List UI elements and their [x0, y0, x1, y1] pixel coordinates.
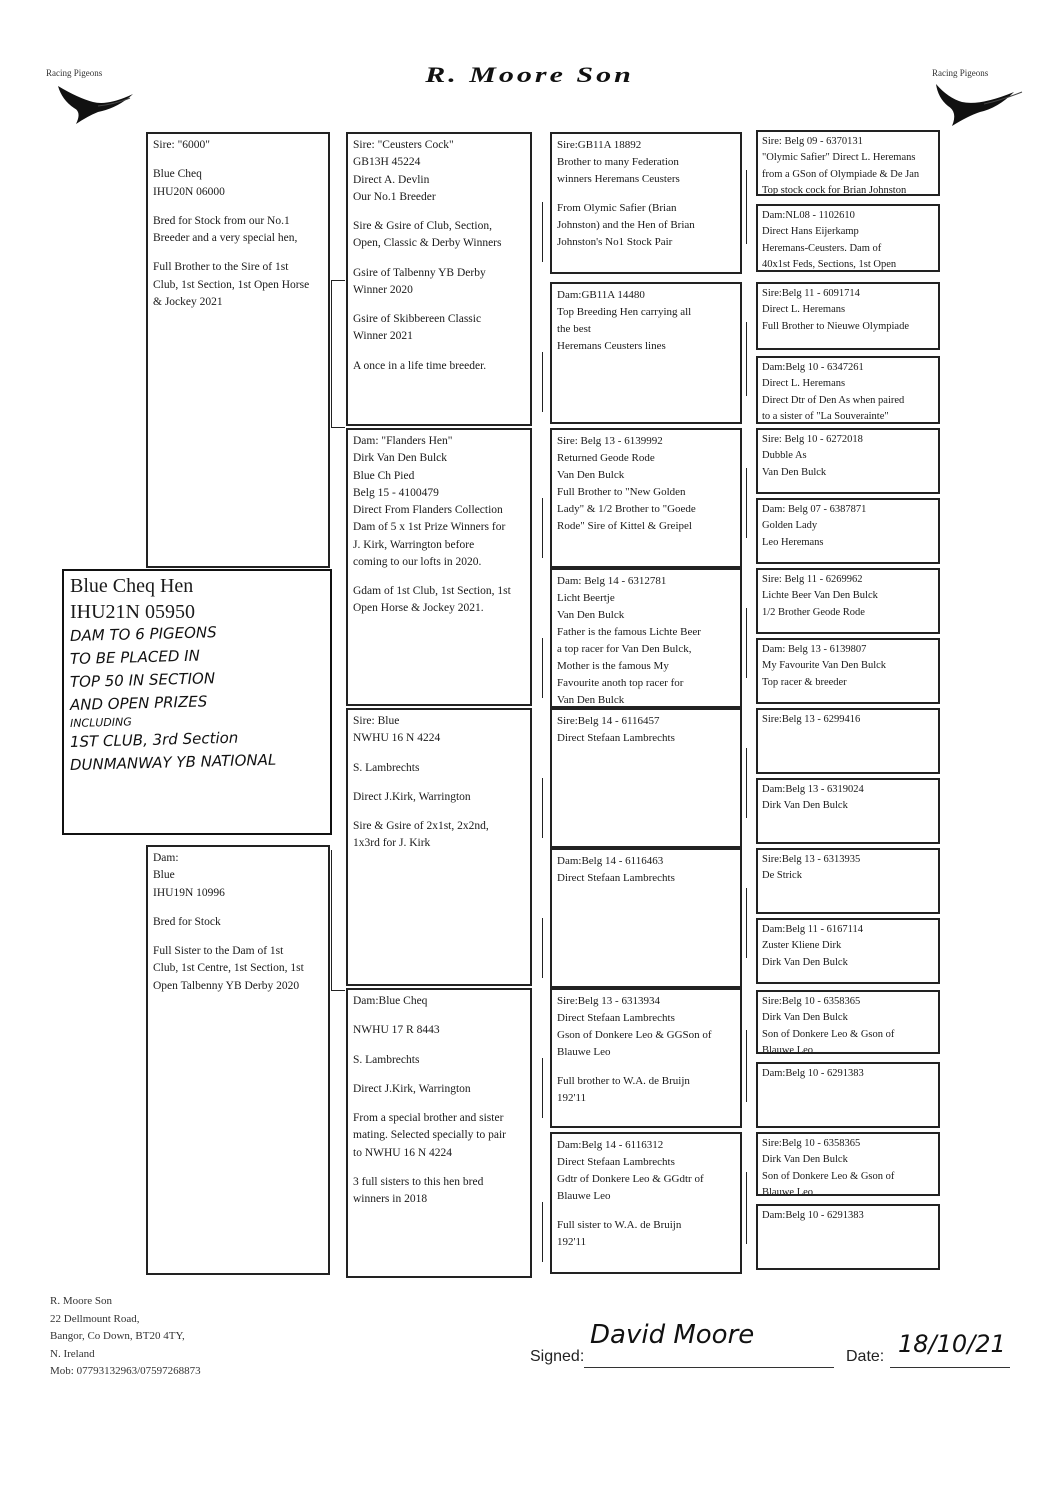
pedigree-line: Sire:GB11A 18892	[557, 139, 642, 151]
pedigree-line: Sire & Gsire of Club, Section,	[353, 220, 492, 232]
signed-label: Signed:	[530, 1348, 585, 1365]
signature-line	[584, 1367, 834, 1368]
pedigree-line: Open Talbenny YB Derby 2020	[153, 979, 300, 992]
spacer	[153, 902, 323, 914]
pedigree-line: winners in 2018	[353, 1193, 428, 1205]
pedigree-line: a top racer for Van Den Bulck,	[557, 643, 692, 656]
dam-box	[146, 845, 330, 1275]
pedigree-line: Sire:Belg 10 - 6358365	[762, 1138, 861, 1149]
pedigree-line: Sire:Belg 13 - 6313935	[762, 854, 861, 865]
pedigree-line: Full Sister to the Dam of 1st	[153, 945, 284, 957]
connector-gen4	[746, 170, 747, 244]
connector-sire-tick-top	[331, 280, 345, 281]
connector-gen3	[542, 778, 543, 838]
pedigree-line: Top stock cock for Brian Johnston	[762, 184, 907, 196]
pedigree-line: Gson of Donkere Leo & GGSon of	[557, 1029, 712, 1042]
connector-gen3	[542, 638, 543, 698]
spacer	[353, 777, 525, 789]
pedigree-line: Gdtr of Donkere Leo & GGdtr of	[557, 1173, 704, 1186]
pedigree-line: Bred for Stock from our No.1	[153, 214, 290, 227]
spacer	[353, 1098, 525, 1110]
pedigree-line: Mother is the famous My	[557, 660, 669, 673]
pedigree-line: Son of Donkere Leo & Gson of	[762, 1170, 895, 1182]
logo-left-text: Racing Pigeons	[46, 68, 103, 78]
pedigree-line: NWHU 17 R 8443	[353, 1024, 440, 1037]
pedigree-line: Top Breeding Hen carrying all	[557, 306, 692, 319]
pedigree-line: Full Brother to the Sire of 1st	[153, 261, 289, 274]
pedigree-line: Open, Classic & Derby Winners	[353, 237, 502, 250]
pedigree-line: Direct Dtr of Den As when paired	[762, 394, 905, 406]
pedigree-line: Sire & Gsire of 2x1st, 2x2nd,	[353, 820, 489, 832]
spacer	[153, 247, 323, 259]
pedigree-line: Direct Stefaan Lambrechts	[557, 732, 675, 745]
handwritten-note-2: TO BE PLACED IN	[69, 646, 201, 668]
gen3-box-7	[550, 988, 742, 1128]
spacer	[353, 1010, 525, 1022]
pedigree-line: Dirk Van Den Bulck	[762, 956, 848, 968]
pedigree-line: Favourite anoth top racer for	[557, 677, 684, 690]
pedigree-line: IHU20N 06000	[153, 185, 225, 198]
pedigree-line: Dirk Van Den Bulck	[762, 1012, 848, 1024]
connector-gen4	[746, 468, 747, 538]
pedigree-line: Zuster Kliene Dirk	[762, 940, 842, 952]
pedigree-line: Club, 1st Centre, 1st Section, 1st	[153, 962, 304, 975]
gen3-box-1	[550, 132, 742, 274]
connector-gen4	[746, 608, 747, 678]
connector-gen3	[542, 1202, 543, 1262]
pedigree-line: Dam:Belg 13 - 6319024	[762, 784, 864, 795]
gen4-box-6	[756, 498, 940, 564]
pedigree-line: Sire: "Ceusters Cock"	[353, 139, 454, 151]
spacer	[353, 299, 525, 311]
pigeon-logo-left	[38, 62, 158, 132]
handwritten-note-1: DAM TO 6 PIGEONS	[69, 623, 217, 645]
pedigree-line: Sire: Belg 09 - 6370131	[762, 136, 863, 147]
spacer	[353, 571, 525, 583]
pedigree-line: 1/2 Brother Geode Rode	[762, 606, 865, 618]
pedigree-line: Winner 2021	[353, 330, 413, 343]
pedigree-line: 3 full sisters to this hen bred	[353, 1175, 484, 1188]
pedigree-line: Lady" & 1/2 Brother to "Goede	[557, 503, 696, 516]
pedigree-line: A once in a life time breeder.	[353, 359, 487, 372]
pedigree-line: 192'11	[557, 1092, 587, 1105]
pedigree-line: Lichte Beer Van Den Bulck	[762, 590, 878, 602]
pedigree-line: Dam: Belg 13 - 6139807	[762, 644, 867, 655]
handwritten-note-5: INCLUDING	[69, 715, 132, 730]
pedigree-line: Sire:Belg 13 - 6313934	[557, 995, 660, 1007]
pedigree-line: Father is the famous Lichte Beer	[557, 626, 701, 639]
pedigree-line: Heremans Ceusters lines	[557, 340, 666, 353]
pedigree-line: Sire: Belg 11 - 6269962	[762, 574, 863, 585]
gen4-box-3	[756, 282, 940, 350]
spacer	[353, 253, 525, 265]
pedigree-line: Sire: Belg 13 - 6139992	[557, 435, 663, 447]
spacer	[557, 188, 735, 200]
pedigree-line: Belg 15 - 4100479	[353, 486, 439, 499]
connector-sire	[331, 280, 332, 427]
pedigree-line: S. Lambrechts	[353, 761, 420, 774]
connector-gen3	[542, 498, 543, 558]
connector-dam-tick	[331, 990, 345, 991]
pedigree-line: to a sister of "La Souverainte"	[762, 410, 889, 422]
pedigree-line: From a special brother and sister	[353, 1112, 504, 1124]
pedigree-line: Gsire of Talbenny YB Derby	[353, 266, 486, 279]
gen3-box-2	[550, 282, 742, 424]
pedigree-line: Direct Stefaan Lambrechts	[557, 872, 675, 885]
pedigree-line: J. Kirk, Warrington before	[353, 538, 475, 551]
pedigree-line: Gdam of 1st Club, 1st Section, 1st	[353, 585, 511, 597]
connector-gen3	[542, 1058, 543, 1118]
connector-dam	[331, 850, 332, 990]
pedigree-line: Dam:Belg 10 - 6347261	[762, 362, 864, 373]
pigeon-logo-right	[918, 62, 1038, 132]
pedigree-line: mating. Selected specially to pair	[353, 1129, 506, 1142]
pedigree-line: Dam:	[153, 852, 179, 864]
pedigree-line: Blauwe Leo	[557, 1046, 611, 1059]
pedigree-line: Dam:Belg 10 - 6291383	[762, 1210, 864, 1221]
pedigree-line: Full brother to W.A. de Bruijn	[557, 1075, 690, 1088]
gen2-sire-dam-box	[346, 428, 532, 706]
pedigree-line: Direct Stefaan Lambrechts	[557, 1012, 675, 1025]
connector-gen3	[542, 918, 543, 978]
pedigree-line: Direct Stefaan Lambrechts	[557, 1156, 675, 1169]
gen4-box-11	[756, 848, 940, 914]
pedigree-line: 192'11	[557, 1236, 587, 1249]
pedigree-line: Gsire of Skibbereen Classic	[353, 313, 482, 325]
pedigree-line: Dirk Van Den Bulck	[762, 1154, 848, 1166]
pedigree-line: Dam of 5 x 1st Prize Winners for	[353, 521, 506, 534]
pedigree-line: Johnston's No1 Stock Pair	[557, 236, 673, 249]
address-line: N. Ireland	[50, 1347, 95, 1360]
pedigree-line: Blauwe Leo	[762, 1044, 814, 1054]
pedigree-line: Full sister to W.A. de Bruijn	[557, 1219, 682, 1232]
pedigree-line: 1x3rd for J. Kirk	[353, 837, 431, 850]
pedigree-line: Dam: Belg 07 - 6387871	[762, 504, 867, 515]
spacer	[353, 748, 525, 760]
subject-name: Blue Cheq Hen	[70, 575, 194, 597]
handwritten-note-7: DUNMANWAY YB NATIONAL	[69, 750, 277, 774]
gen3-box-4	[550, 568, 742, 708]
pedigree-line: Direct From Flanders Collection	[353, 504, 503, 516]
pedigree-line: Dam: "Flanders Hen"	[353, 435, 453, 447]
connector-gen4	[746, 1030, 747, 1102]
pedigree-line: De Strick	[762, 870, 802, 882]
pedigree-line: Blauwe Leo	[557, 1190, 611, 1203]
spacer	[557, 1061, 735, 1073]
pedigree-line: Dirk Van Den Bulck	[762, 800, 848, 812]
gen2-dam-sire-box	[346, 708, 532, 986]
pedigree-line: Direct J.Kirk, Warrington	[353, 790, 471, 803]
pedigree-line: Direct A. Devlin	[353, 173, 430, 186]
pedigree-line: Golden Lady	[762, 520, 818, 532]
date-label: Date:	[846, 1348, 885, 1365]
pedigree-line: Sire:Belg 14 - 6116457	[557, 715, 660, 727]
pedigree-line: Blue Cheq	[153, 168, 202, 181]
handwritten-note-6: 1ST CLUB, 3rd Section	[69, 728, 239, 751]
pedigree-line: Open Horse & Jockey 2021.	[353, 602, 484, 615]
pedigree-line: Van Den Bulck	[762, 466, 827, 478]
pedigree-line: Direct J.Kirk, Warrington	[353, 1082, 471, 1095]
pedigree-line: Breeder and a very special hen,	[153, 232, 298, 244]
gen4-box-12	[756, 918, 940, 984]
pedigree-line: Brother to many Federation	[557, 156, 679, 169]
connector-gen4	[746, 322, 747, 396]
gen4-box-8	[756, 638, 940, 704]
pedigree-line: My Favourite Van Den Bulck	[762, 660, 887, 672]
pedigree-line: to NWHU 16 N 4224	[353, 1146, 453, 1159]
pedigree-line: Dam:Blue Cheq	[353, 995, 428, 1007]
gen4-box-14	[756, 1062, 940, 1128]
spacer	[153, 931, 323, 943]
spacer	[353, 1162, 525, 1174]
pedigree-line: Bred for Stock	[153, 915, 221, 928]
connector-gen4	[746, 748, 747, 818]
subject-ring: IHU21N 05950	[70, 601, 195, 623]
spacer	[353, 1040, 525, 1052]
gen4-box-10	[756, 778, 940, 844]
connector-gen3	[542, 202, 543, 262]
pedigree-line: Blue	[153, 869, 175, 882]
pedigree-line: Direct L. Heremans	[762, 378, 846, 390]
address-line: Bangor, Co Down, BT20 4TY,	[50, 1330, 185, 1343]
pedigree-line: & Jockey 2021	[153, 295, 223, 308]
pedigree-line: from a GSon of Olympiade & De Jan	[762, 168, 920, 180]
pedigree-line: S. Lambrechts	[353, 1053, 420, 1066]
pedigree-line: Blue Ch Pied	[353, 469, 415, 482]
address-line: Mob: 07793132963/07597268873	[50, 1365, 201, 1378]
page-title: R. Moore Son	[425, 62, 634, 87]
pedigree-line: "Olymic Safier" Direct L. Heremans	[762, 152, 916, 164]
pedigree-line: winners Heremans Ceusters	[557, 173, 680, 186]
pedigree-line: 40x1st Feds, Sections, 1st Open	[762, 258, 897, 270]
pedigree-line: Dam:Belg 10 - 6291383	[762, 1068, 864, 1079]
pedigree-line: Heremans-Ceusters. Dam of	[762, 242, 882, 254]
pedigree-line: Our No.1 Breeder	[353, 190, 436, 203]
spacer	[557, 1205, 735, 1217]
gen3-box-3	[550, 428, 742, 568]
pedigree-line: NWHU 16 N 4224	[353, 732, 441, 745]
pedigree-line: Top racer & breeder	[762, 676, 847, 688]
spacer	[153, 201, 323, 213]
gen4-box-1	[756, 130, 940, 196]
pedigree-line: Full Brother to "New Golden	[557, 486, 686, 499]
address-line: R. Moore Son	[50, 1295, 113, 1307]
logo-right-text: Racing Pigeons	[932, 68, 989, 78]
gen4-box-4	[756, 356, 940, 424]
pedigree-line: Dam:GB11A 14480	[557, 289, 645, 301]
connector-gen3	[542, 352, 543, 412]
pedigree-line: Licht Beertje	[557, 592, 615, 605]
spacer	[353, 806, 525, 818]
pedigree-line: Son of Donkere Leo & Gson of	[762, 1028, 895, 1040]
address-line: 22 Dellmount Road,	[50, 1312, 140, 1325]
pedigree-line: From Olymic Safier (Brian	[557, 202, 677, 215]
gen4-box-2	[756, 204, 940, 272]
pedigree-line: Leo Heremans	[762, 536, 824, 548]
spacer	[353, 346, 525, 358]
breeder-address	[50, 1293, 201, 1381]
pedigree-line: Dam:Belg 14 - 6116463	[557, 855, 664, 867]
spacer	[353, 1069, 525, 1081]
pedigree-line: Dirk Van Den Bulck	[353, 452, 448, 465]
pedigree-line: Direct Hans Eijerkamp	[762, 226, 859, 238]
handwritten-note-3: TOP 50 IN SECTION	[69, 669, 216, 691]
gen4-box-7	[756, 568, 940, 634]
pedigree-line: Returned Geode Rode	[557, 452, 655, 465]
sire-box	[146, 132, 330, 568]
connector-gen4	[746, 888, 747, 958]
pedigree-line: Winner 2020	[353, 283, 413, 296]
pedigree-line: Sire: "6000"	[153, 139, 210, 151]
pedigree-line: Dam:Belg 11 - 6167114	[762, 924, 864, 935]
pedigree-line: Rode" Sire of Kittel & Greipel	[557, 520, 692, 533]
gen2-dam-dam-box	[346, 988, 532, 1278]
gen4-box-5	[756, 428, 940, 494]
gen3-box-5	[550, 708, 742, 848]
spacer	[153, 154, 323, 166]
pedigree-line: Van Den Bulck	[557, 694, 625, 707]
gen2-sire-sire-box	[346, 132, 532, 426]
pedigree-line: Sire:Belg 11 - 6091714	[762, 288, 860, 299]
pedigree-line: Sire:Belg 10 - 6358365	[762, 996, 861, 1007]
date-line	[890, 1367, 1010, 1368]
gen4-box-13	[756, 990, 940, 1054]
signature: David Moore	[590, 1320, 755, 1350]
pedigree-line: coming to our lofts in 2020.	[353, 555, 482, 568]
connector-sire-tick-bottom	[331, 427, 345, 428]
connector-gen4	[746, 1172, 747, 1244]
pedigree-line: Johnston) and the Hen of Brian	[557, 219, 695, 232]
pedigree-line: Sire:Belg 13 - 6299416	[762, 714, 861, 725]
gen3-box-8	[550, 1132, 742, 1274]
pedigree-line: IHU19N 10996	[153, 886, 225, 899]
gen3-box-6	[550, 848, 742, 988]
spacer	[353, 206, 525, 218]
pedigree-line: Direct L. Heremans	[762, 304, 846, 316]
gen4-box-15	[756, 1132, 940, 1196]
gen4-box-16	[756, 1204, 940, 1270]
pedigree-line: the best	[557, 323, 591, 336]
pedigree-line: Dam:NL08 - 1102610	[762, 210, 855, 221]
pedigree-line: Dam: Belg 14 - 6312781	[557, 575, 667, 587]
pedigree-line: Dubble As	[762, 450, 807, 462]
pedigree-line: Van Den Bulck	[557, 609, 625, 622]
pedigree-line: Sire: Belg 10 - 6272018	[762, 434, 863, 445]
pedigree-line: Dam:Belg 14 - 6116312	[557, 1139, 664, 1151]
handwritten-note-4: AND OPEN PRIZES	[69, 692, 208, 714]
pedigree-line: Full Brother to Nieuwe Olympiade	[762, 320, 909, 332]
pedigree-line: Club, 1st Section, 1st Open Horse	[153, 278, 310, 291]
pedigree-line: Blauwe Leo	[762, 1186, 814, 1196]
date-value: 18/10/21	[898, 1330, 1006, 1358]
pedigree-line: Van Den Bulck	[557, 469, 625, 482]
pedigree-line: GB13H 45224	[353, 156, 421, 169]
pedigree-line: Sire: Blue	[353, 715, 400, 727]
gen4-box-9	[756, 708, 940, 774]
subject-pigeon-box	[62, 569, 332, 835]
